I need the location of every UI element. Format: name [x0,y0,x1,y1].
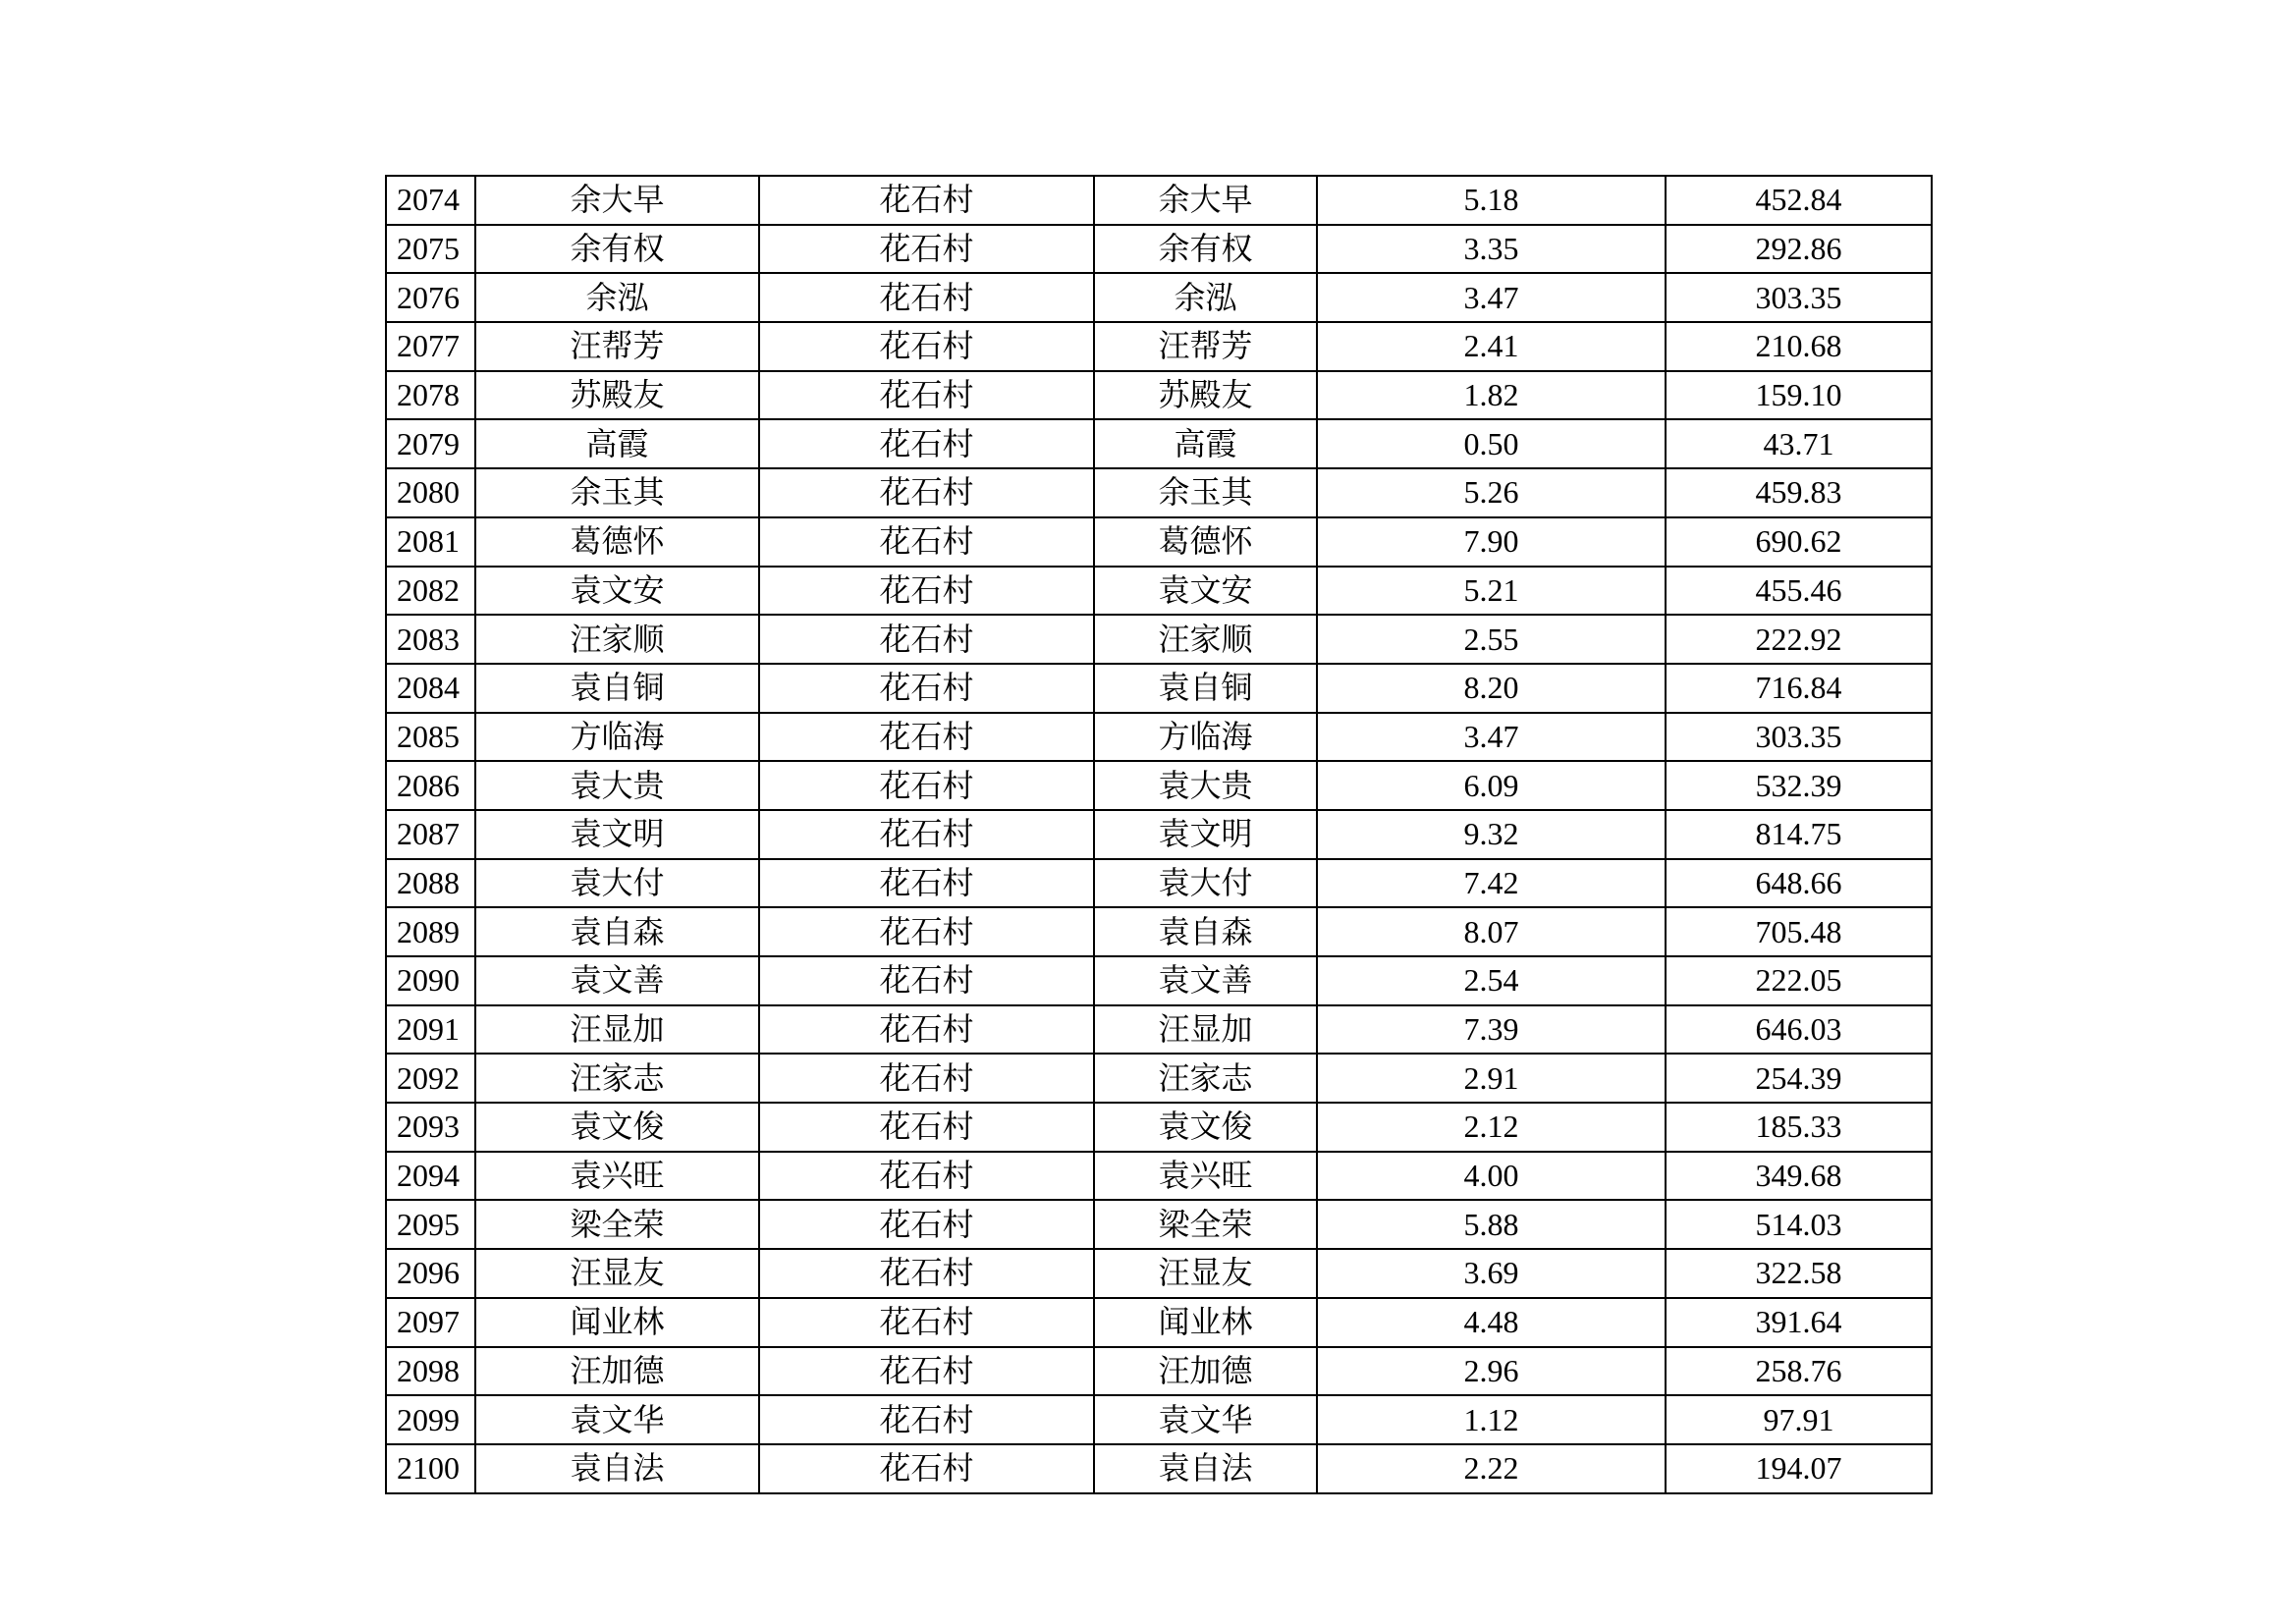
cell-seq: 2076 [386,273,475,322]
cell-name: 苏殿友 [475,371,759,420]
table-row [386,567,1932,616]
cell-name: 袁文华 [475,1395,759,1444]
table-row [386,273,1932,322]
cell-amount: 258.76 [1666,1347,1932,1396]
cell-holder: 苏殿友 [1094,371,1317,420]
cell-name: 梁全荣 [475,1200,759,1249]
record-table [385,175,1933,1494]
cell-name: 葛德怀 [475,517,759,567]
cell-area: 5.18 [1317,176,1666,225]
cell-holder: 梁全荣 [1094,1200,1317,1249]
table-row [386,1395,1932,1444]
cell-name: 袁文善 [475,956,759,1005]
cell-holder: 袁自铜 [1094,664,1317,713]
cell-area: 5.21 [1317,567,1666,616]
table-row [386,1444,1932,1493]
cell-village: 花石村 [759,1200,1094,1249]
cell-area: 2.91 [1317,1054,1666,1103]
cell-village: 花石村 [759,1347,1094,1396]
cell-holder: 汪加德 [1094,1347,1317,1396]
cell-village: 花石村 [759,273,1094,322]
cell-village: 花石村 [759,1444,1094,1493]
cell-village: 花石村 [759,225,1094,274]
cell-seq: 2090 [386,956,475,1005]
cell-seq: 2088 [386,859,475,908]
cell-amount: 455.46 [1666,567,1932,616]
cell-name: 方临海 [475,713,759,762]
cell-holder: 汪家顺 [1094,615,1317,664]
cell-village: 花石村 [759,1005,1094,1055]
cell-seq: 2074 [386,176,475,225]
cell-amount: 814.75 [1666,810,1932,859]
table-row [386,761,1932,810]
cell-area: 7.42 [1317,859,1666,908]
table-row [386,1103,1932,1152]
cell-village: 花石村 [759,761,1094,810]
cell-seq: 2075 [386,225,475,274]
cell-holder: 汪显加 [1094,1005,1317,1055]
cell-name: 余泓 [475,273,759,322]
cell-holder: 高霞 [1094,419,1317,468]
table-row [386,615,1932,664]
cell-seq: 2091 [386,1005,475,1055]
cell-area: 7.39 [1317,1005,1666,1055]
cell-amount: 210.68 [1666,322,1932,371]
cell-name: 袁文安 [475,567,759,616]
cell-village: 花石村 [759,664,1094,713]
cell-seq: 2098 [386,1347,475,1396]
cell-name: 余有权 [475,225,759,274]
cell-seq: 2077 [386,322,475,371]
cell-village: 花石村 [759,810,1094,859]
cell-village: 花石村 [759,907,1094,956]
cell-amount: 322.58 [1666,1249,1932,1298]
cell-village: 花石村 [759,322,1094,371]
cell-seq: 2100 [386,1444,475,1493]
cell-seq: 2096 [386,1249,475,1298]
cell-name: 汪家顺 [475,615,759,664]
cell-area: 1.12 [1317,1395,1666,1444]
table-row [386,1347,1932,1396]
cell-holder: 葛德怀 [1094,517,1317,567]
cell-seq: 2085 [386,713,475,762]
cell-amount: 391.64 [1666,1298,1932,1347]
table-row [386,664,1932,713]
cell-holder: 余大早 [1094,176,1317,225]
cell-village: 花石村 [759,176,1094,225]
cell-amount: 705.48 [1666,907,1932,956]
cell-name: 汪显友 [475,1249,759,1298]
cell-amount: 303.35 [1666,713,1932,762]
cell-seq: 2094 [386,1152,475,1201]
cell-village: 花石村 [759,468,1094,517]
cell-name: 汪加德 [475,1347,759,1396]
cell-name: 袁文俊 [475,1103,759,1152]
cell-name: 汪家志 [475,1054,759,1103]
cell-amount: 532.39 [1666,761,1932,810]
cell-name: 袁自法 [475,1444,759,1493]
cell-seq: 2084 [386,664,475,713]
cell-area: 8.20 [1317,664,1666,713]
table-row [386,1298,1932,1347]
table-row [386,1200,1932,1249]
cell-village: 花石村 [759,859,1094,908]
cell-seq: 2087 [386,810,475,859]
cell-village: 花石村 [759,1395,1094,1444]
cell-name: 袁自铜 [475,664,759,713]
cell-seq: 2081 [386,517,475,567]
table-row [386,810,1932,859]
cell-holder: 袁文善 [1094,956,1317,1005]
cell-holder: 袁文明 [1094,810,1317,859]
cell-holder: 袁大贵 [1094,761,1317,810]
cell-amount: 194.07 [1666,1444,1932,1493]
cell-area: 2.96 [1317,1347,1666,1396]
cell-area: 3.47 [1317,273,1666,322]
cell-name: 汪帮芳 [475,322,759,371]
cell-seq: 2099 [386,1395,475,1444]
cell-area: 3.35 [1317,225,1666,274]
cell-amount: 254.39 [1666,1054,1932,1103]
cell-holder: 袁兴旺 [1094,1152,1317,1201]
cell-village: 花石村 [759,956,1094,1005]
cell-village: 花石村 [759,1249,1094,1298]
cell-amount: 222.92 [1666,615,1932,664]
table-row [386,713,1932,762]
cell-name: 袁兴旺 [475,1152,759,1201]
cell-holder: 余玉其 [1094,468,1317,517]
cell-area: 4.48 [1317,1298,1666,1347]
cell-holder: 闻业林 [1094,1298,1317,1347]
cell-amount: 349.68 [1666,1152,1932,1201]
cell-holder: 袁文安 [1094,567,1317,616]
table-row [386,956,1932,1005]
cell-village: 花石村 [759,713,1094,762]
table-row [386,859,1932,908]
cell-village: 花石村 [759,517,1094,567]
cell-area: 3.69 [1317,1249,1666,1298]
cell-amount: 222.05 [1666,956,1932,1005]
cell-seq: 2092 [386,1054,475,1103]
table-row [386,517,1932,567]
cell-holder: 余泓 [1094,273,1317,322]
cell-seq: 2079 [386,419,475,468]
cell-amount: 459.83 [1666,468,1932,517]
cell-seq: 2086 [386,761,475,810]
cell-area: 1.82 [1317,371,1666,420]
cell-amount: 648.66 [1666,859,1932,908]
cell-area: 8.07 [1317,907,1666,956]
cell-seq: 2078 [386,371,475,420]
cell-amount: 690.62 [1666,517,1932,567]
cell-area: 5.26 [1317,468,1666,517]
cell-village: 花石村 [759,1103,1094,1152]
table-row [386,225,1932,274]
cell-area: 2.54 [1317,956,1666,1005]
cell-seq: 2093 [386,1103,475,1152]
cell-holder: 汪家志 [1094,1054,1317,1103]
cell-name: 余大早 [475,176,759,225]
cell-area: 2.22 [1317,1444,1666,1493]
cell-area: 0.50 [1317,419,1666,468]
table-row [386,371,1932,420]
cell-name: 高霞 [475,419,759,468]
cell-amount: 292.86 [1666,225,1932,274]
cell-amount: 452.84 [1666,176,1932,225]
cell-name: 闻业林 [475,1298,759,1347]
record-table-body [386,176,1932,1493]
cell-area: 3.47 [1317,713,1666,762]
cell-seq: 2097 [386,1298,475,1347]
cell-name: 余玉其 [475,468,759,517]
table-row [386,322,1932,371]
table-row [386,419,1932,468]
cell-area: 9.32 [1317,810,1666,859]
cell-amount: 159.10 [1666,371,1932,420]
cell-area: 2.12 [1317,1103,1666,1152]
cell-name: 袁大付 [475,859,759,908]
table-row [386,1005,1932,1055]
cell-name: 袁自森 [475,907,759,956]
cell-seq: 2095 [386,1200,475,1249]
cell-holder: 袁自森 [1094,907,1317,956]
cell-amount: 303.35 [1666,273,1932,322]
cell-amount: 43.71 [1666,419,1932,468]
cell-amount: 514.03 [1666,1200,1932,1249]
cell-amount: 716.84 [1666,664,1932,713]
cell-holder: 袁大付 [1094,859,1317,908]
cell-area: 7.90 [1317,517,1666,567]
cell-village: 花石村 [759,1152,1094,1201]
cell-holder: 余有权 [1094,225,1317,274]
cell-holder: 汪显友 [1094,1249,1317,1298]
cell-village: 花石村 [759,567,1094,616]
cell-name: 袁大贵 [475,761,759,810]
cell-name: 汪显加 [475,1005,759,1055]
cell-area: 4.00 [1317,1152,1666,1201]
cell-area: 5.88 [1317,1200,1666,1249]
cell-area: 6.09 [1317,761,1666,810]
table-row [386,468,1932,517]
cell-holder: 袁文俊 [1094,1103,1317,1152]
cell-amount: 97.91 [1666,1395,1932,1444]
cell-seq: 2083 [386,615,475,664]
cell-holder: 袁文华 [1094,1395,1317,1444]
cell-area: 2.41 [1317,322,1666,371]
cell-seq: 2082 [386,567,475,616]
cell-village: 花石村 [759,419,1094,468]
cell-name: 袁文明 [475,810,759,859]
cell-village: 花石村 [759,1054,1094,1103]
cell-village: 花石村 [759,1298,1094,1347]
cell-holder: 袁自法 [1094,1444,1317,1493]
table-row [386,1152,1932,1201]
cell-seq: 2080 [386,468,475,517]
table-row [386,176,1932,225]
cell-holder: 方临海 [1094,713,1317,762]
cell-village: 花石村 [759,615,1094,664]
table-row [386,1054,1932,1103]
cell-village: 花石村 [759,371,1094,420]
cell-area: 2.55 [1317,615,1666,664]
cell-amount: 646.03 [1666,1005,1932,1055]
table-row [386,1249,1932,1298]
table-row [386,907,1932,956]
cell-holder: 汪帮芳 [1094,322,1317,371]
cell-amount: 185.33 [1666,1103,1932,1152]
cell-seq: 2089 [386,907,475,956]
